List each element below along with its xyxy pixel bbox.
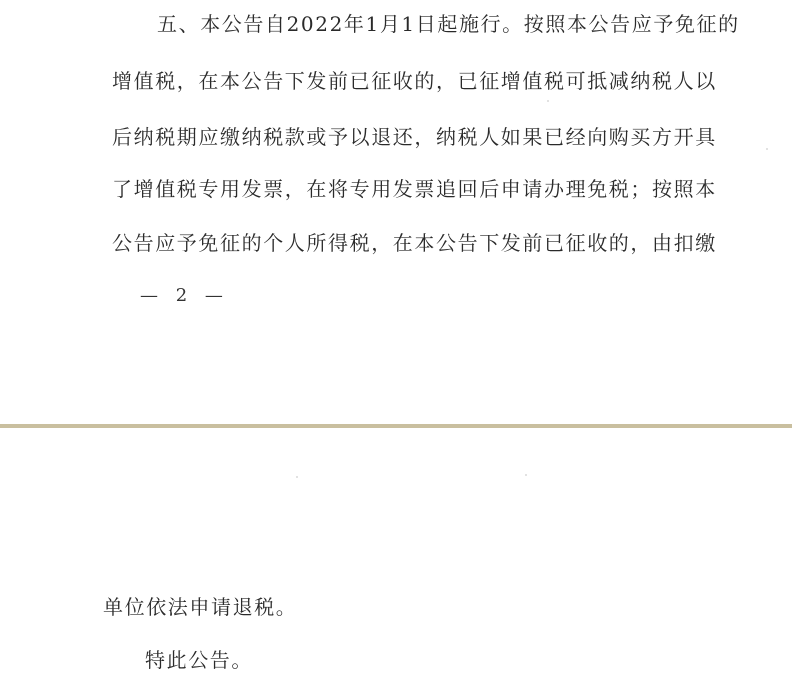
body-text-line: 增值税，在本公告下发前已征收的，已征增值税可抵减纳税人以 bbox=[112, 69, 717, 93]
body-text-line: 了增值税专用发票，在将专用发票追回后申请办理免税；按照本 bbox=[112, 177, 717, 201]
scan-speck bbox=[296, 476, 298, 478]
body-text-line: 单位依法申请退税。 bbox=[103, 595, 298, 619]
scan-speck bbox=[766, 148, 768, 150]
body-text-line: 公告应予免征的个人所得税，在本公告下发前已征收的，由扣缴 bbox=[112, 231, 717, 255]
document-page-lower bbox=[0, 428, 792, 679]
body-text-line: 五、本公告自2022年1月1日起施行。按照本公告应予免征的 bbox=[157, 12, 740, 36]
scan-speck bbox=[547, 100, 549, 102]
body-text-line: 后纳税期应缴纳税款或予以退还，纳税人如果已经向购买方开具 bbox=[112, 125, 717, 149]
closing-line: 特此公告。 bbox=[145, 648, 253, 672]
page-number: — 2 — bbox=[140, 285, 229, 306]
scan-speck bbox=[525, 474, 527, 476]
